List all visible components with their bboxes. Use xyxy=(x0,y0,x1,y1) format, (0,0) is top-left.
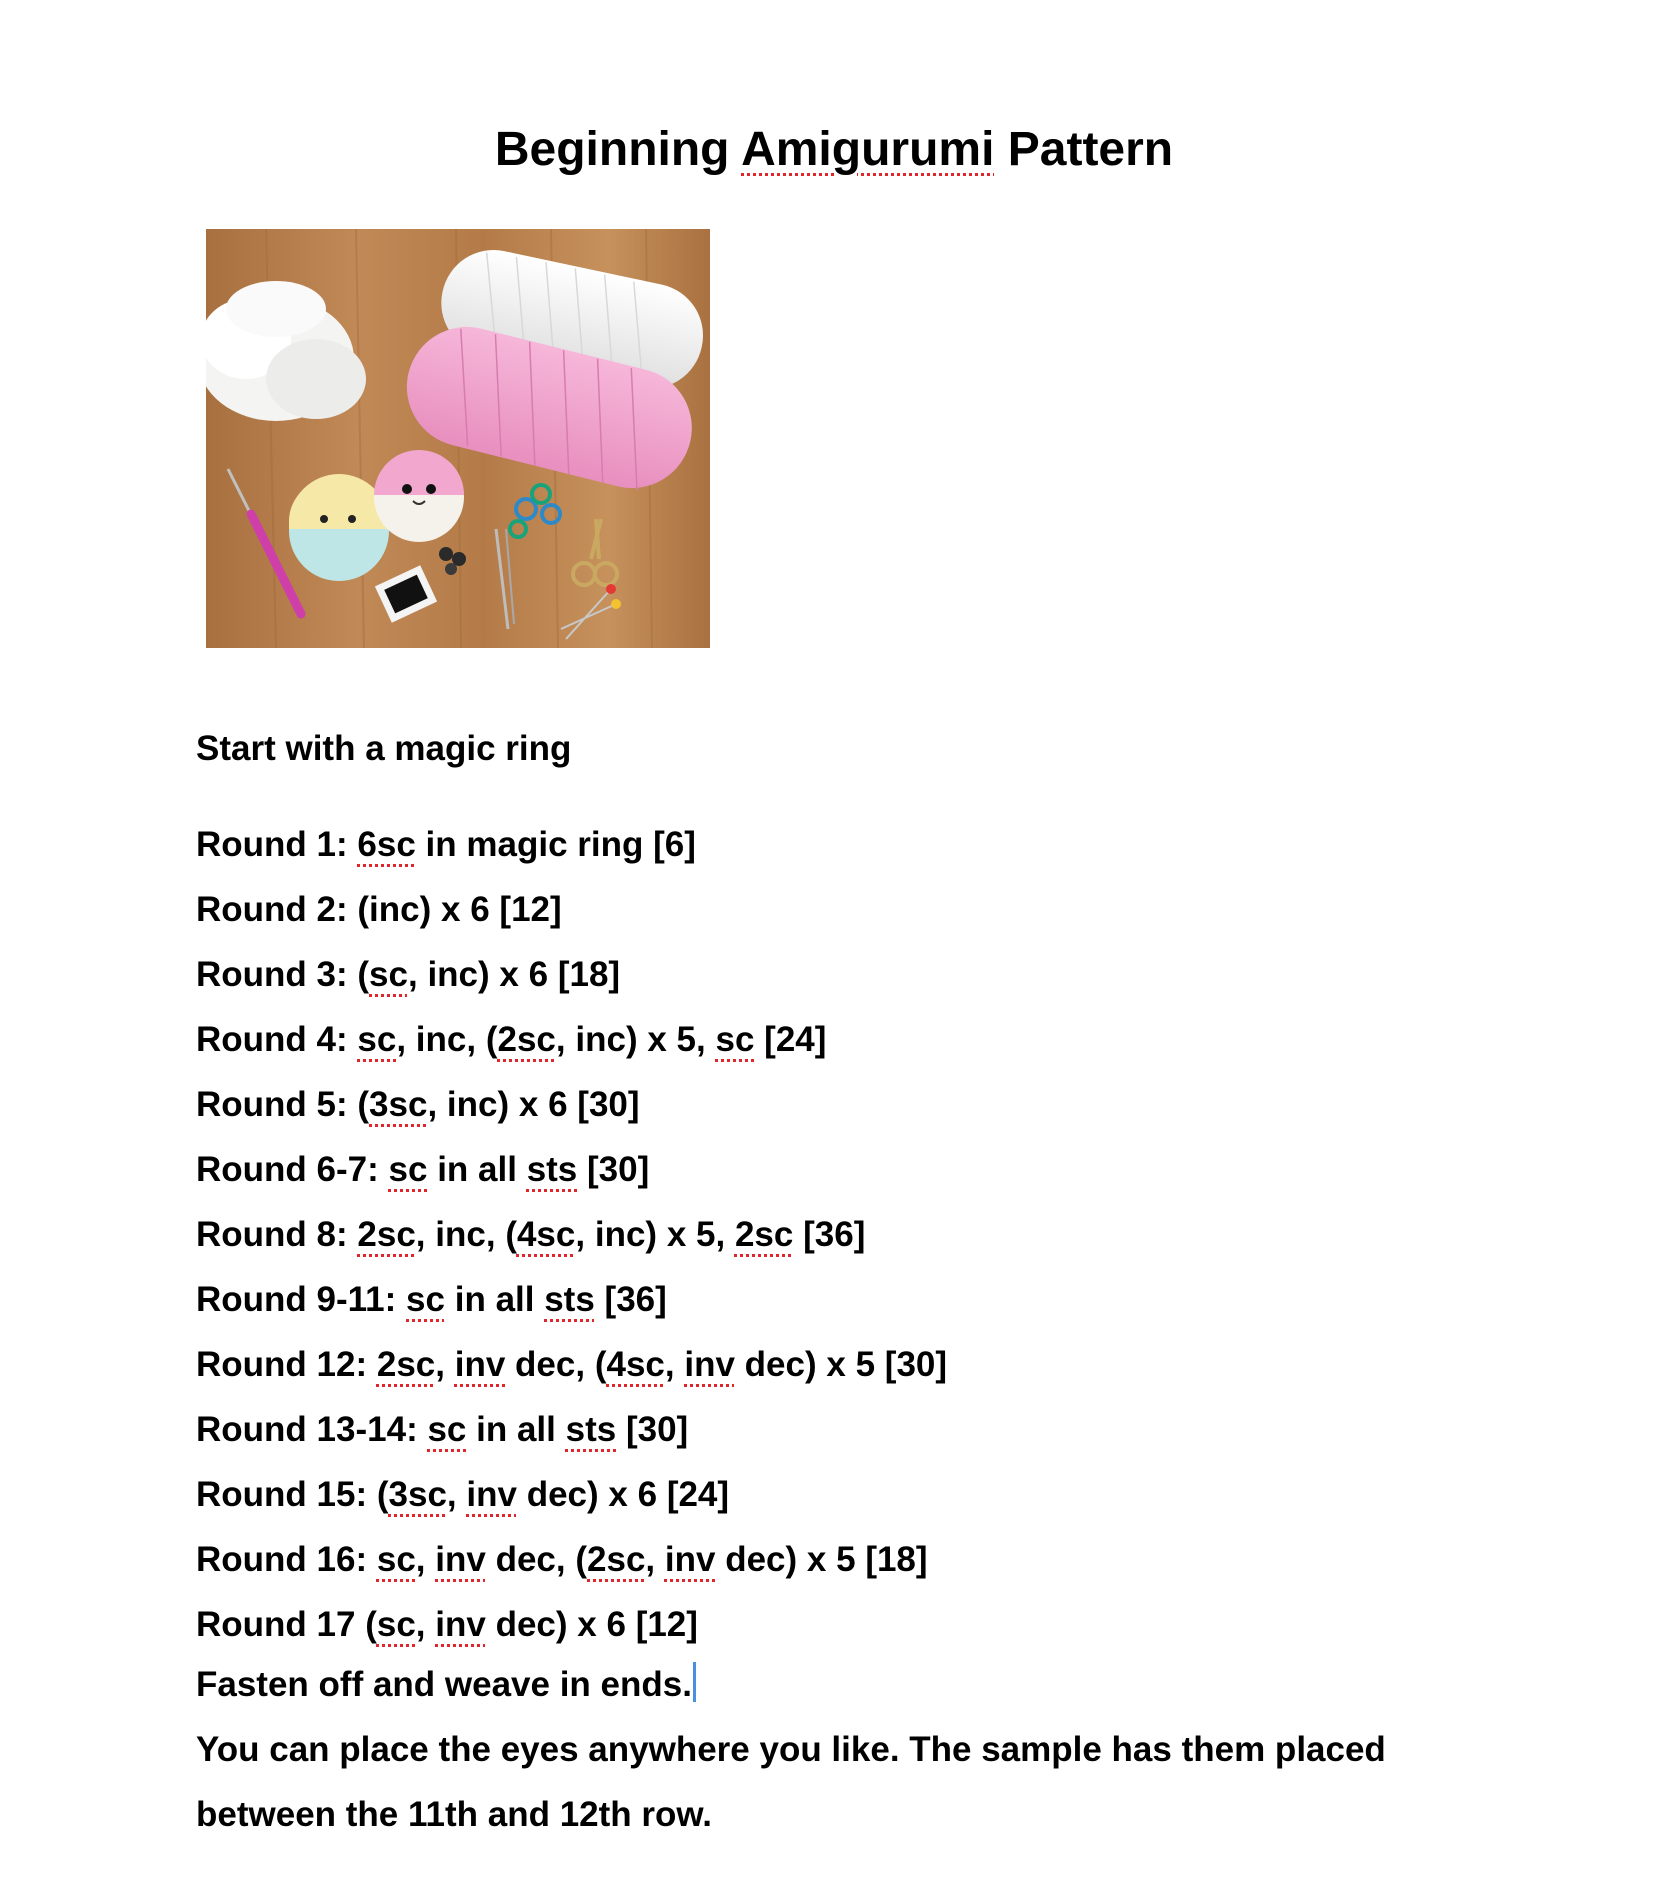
misspelled-word: sc xyxy=(376,1540,416,1579)
misspelled-word: 3sc xyxy=(369,1085,428,1124)
round-line: Round 13-14: sc in all sts [30] xyxy=(196,1410,689,1449)
round-line: Round 12: 2sc, inv dec, (4sc, inv dec) x 5 [30] xyxy=(196,1345,948,1384)
round-line: Round 8: 2sc, inc, (4sc, inc) x 5, 2sc [36] xyxy=(196,1215,866,1254)
misspelled-word: sc xyxy=(427,1410,467,1449)
supplies-photo xyxy=(206,229,710,648)
misspelled-word: sc xyxy=(388,1150,428,1189)
misspelled-word: inv xyxy=(684,1345,735,1384)
text-caret xyxy=(693,1662,696,1702)
round-line: Round 6-7: sc in all sts [30] xyxy=(196,1150,650,1189)
misspelled-word: 2sc xyxy=(497,1020,556,1059)
misspelled-word: 2sc xyxy=(357,1215,416,1254)
misspelled-word: inv xyxy=(435,1605,486,1644)
misspelled-word: inv xyxy=(435,1540,486,1579)
closing-notes xyxy=(196,1652,1456,1847)
misspelled-word: sc xyxy=(369,955,408,994)
misspelled-word: 2sc xyxy=(587,1540,646,1579)
misspelled-word: Amigurumi xyxy=(741,123,995,176)
fasten-off-line[interactable] xyxy=(196,1652,1456,1717)
round-line: Round 5: (3sc, inc) x 6 [30] xyxy=(196,1085,640,1124)
round-line: Round 3: (sc, inc) x 6 [18] xyxy=(196,955,621,994)
misspelled-word: sc xyxy=(715,1020,755,1059)
document-title: Beginning Amigurumi Pattern xyxy=(494,123,1174,176)
misspelled-word: sc xyxy=(406,1280,445,1319)
round-line: Round 15: (3sc, inv dec) x 6 [24] xyxy=(196,1475,730,1514)
round-line: Round 1: 6sc in magic ring [6] xyxy=(196,825,696,864)
misspelled-word: 2sc xyxy=(376,1345,436,1384)
round-line: Round 2: (inc) x 6 [12] xyxy=(196,890,562,929)
misspelled-word: 6sc xyxy=(357,825,416,864)
misspelled-word: inv xyxy=(454,1345,506,1384)
round-line: Round 9-11: sc in all sts [36] xyxy=(196,1280,667,1319)
round-line: Round 16: sc, inv dec, (2sc, inv dec) x 5 [18] xyxy=(196,1540,928,1579)
misspelled-word: inv xyxy=(664,1540,716,1579)
misspelled-word: 2sc xyxy=(734,1215,794,1254)
misspelled-word: sc xyxy=(376,1605,416,1644)
intro-line: Start with a magic ring xyxy=(196,729,572,768)
eyes-note: You can place the eyes anywhere you like. The sample has them placed between the 11th and 12th row. xyxy=(196,1730,1386,1834)
misspelled-word: 4sc xyxy=(516,1215,576,1254)
misspelled-word: sc xyxy=(357,1020,397,1059)
round-line: Round 4: sc, inc, (2sc, inc) x 5, sc [24] xyxy=(196,1020,827,1059)
misspelled-word: sts xyxy=(565,1410,617,1449)
misspelled-word: 4sc xyxy=(606,1345,665,1384)
misspelled-word: 3sc xyxy=(388,1475,447,1514)
rounds-list xyxy=(196,812,947,1657)
round-line: Round 17 (sc, inv dec) x 6 [12] xyxy=(196,1605,698,1644)
misspelled-word: sts xyxy=(526,1150,578,1189)
misspelled-word: sts xyxy=(544,1280,595,1319)
misspelled-word: inv xyxy=(466,1475,517,1514)
fasten-off-text: Fasten off and weave in ends. xyxy=(196,1665,692,1704)
